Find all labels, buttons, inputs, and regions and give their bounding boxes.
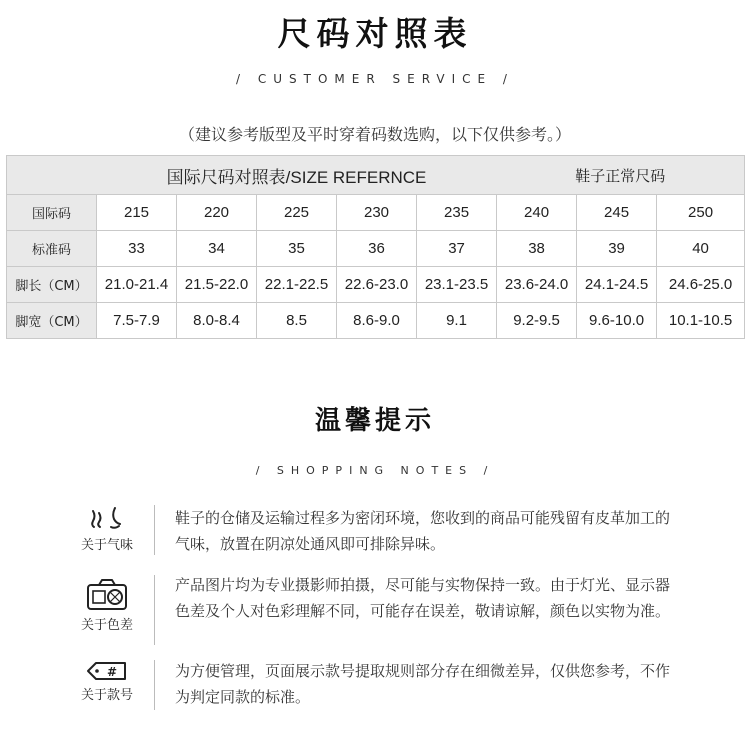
row-label: 国际码 — [7, 195, 97, 231]
tip-smell-icon-group — [70, 505, 144, 553]
table-cell: 24.1-24.5 — [577, 267, 657, 303]
table-cell: 9.6-10.0 — [577, 303, 657, 339]
tip-divider — [154, 575, 155, 645]
table-cell: 23.1-23.5 — [417, 267, 497, 303]
tip-smell-text: 鞋子的仓储及运输过程多为密闭环境，您收到的商品可能残留有皮革加工的气味，放置在阴凉处通风即可排除异味。 — [175, 509, 671, 553]
tips-title: 温馨提示 — [314, 406, 435, 436]
size-chart-note: （建议参考版型及平时穿着码数选购，以下仅供参考。） — [178, 125, 571, 144]
header-blank-cell — [7, 156, 97, 195]
svg-text:#: # — [106, 665, 118, 679]
table-cell: 10.1-10.5 — [657, 303, 745, 339]
table-row — [7, 303, 745, 339]
tip-divider — [154, 660, 155, 710]
table-row — [7, 267, 745, 303]
table-cell: 33 — [97, 231, 177, 267]
tip-tag-icon-group — [70, 661, 144, 703]
tip-style-text: 为方便管理，页面展示款号提取规则部分存在细微差异，仅供您参考，不作为判定同款的标准。 — [175, 662, 671, 706]
table-cell: 38 — [497, 231, 577, 267]
table-cell: 9.1 — [417, 303, 497, 339]
tip-style-label: 关于款号 — [80, 688, 133, 703]
table-cell: 22.1-22.5 — [257, 267, 337, 303]
table-cell: 36 — [337, 231, 417, 267]
table-cell: 235 — [417, 195, 497, 231]
table-cell: 22.6-23.0 — [337, 267, 417, 303]
table-cell: 21.5-22.0 — [177, 267, 257, 303]
table-cell: 230 — [337, 195, 417, 231]
table-cell: 21.0-21.4 — [97, 267, 177, 303]
tip-color-label: 关于色差 — [80, 618, 133, 633]
header-side: 鞋子正常尺码 — [497, 156, 745, 195]
table-cell: 240 — [497, 195, 577, 231]
table-cell: 225 — [257, 195, 337, 231]
table-cell: 245 — [577, 195, 657, 231]
tip-color-text: 产品图片均为专业摄影师拍摄，尽可能与实物保持一致。由于灯光、显示器色差及个人对色彩理解不同，可能存在误差，敬请谅解，颜色以实物为准。 — [175, 576, 671, 620]
tip-divider — [154, 505, 155, 555]
table-cell: 8.5 — [257, 303, 337, 339]
table-row — [7, 231, 745, 267]
camera-icon — [70, 577, 144, 611]
table-cell: 7.5-7.9 — [97, 303, 177, 339]
smell-icon — [70, 505, 144, 531]
table-cell: 220 — [177, 195, 257, 231]
table-cell: 34 — [177, 231, 257, 267]
table-cell: 24.6-25.0 — [657, 267, 745, 303]
row-label: 标准码 — [7, 231, 97, 267]
table-cell: 8.6-9.0 — [337, 303, 417, 339]
table-cell: 250 — [657, 195, 745, 231]
table-cell: 215 — [97, 195, 177, 231]
size-chart-subtitle: / CUSTOMER SERVICE / — [236, 72, 514, 86]
table-cell: 37 — [417, 231, 497, 267]
table-cell: 39 — [577, 231, 657, 267]
row-label: 脚宽（CM） — [7, 303, 97, 339]
row-label: 脚长（CM） — [7, 267, 97, 303]
size-table-header — [7, 156, 745, 195]
table-row — [7, 195, 745, 231]
tag-icon — [70, 661, 144, 681]
table-cell: 40 — [657, 231, 745, 267]
size-chart-title: 尺码对照表 — [277, 14, 473, 53]
tip-smell-label: 关于气味 — [80, 538, 133, 553]
tips-subtitle: / SHOPPING NOTES / — [255, 464, 495, 477]
table-cell: 9.2-9.5 — [497, 303, 577, 339]
size-table — [6, 155, 745, 339]
table-cell: 8.0-8.4 — [177, 303, 257, 339]
tip-camera-icon-group — [70, 577, 144, 633]
table-cell: 35 — [257, 231, 337, 267]
header-main: 国际尺码对照表/SIZE REFERNCE — [97, 156, 497, 195]
table-cell: 23.6-24.0 — [497, 267, 577, 303]
